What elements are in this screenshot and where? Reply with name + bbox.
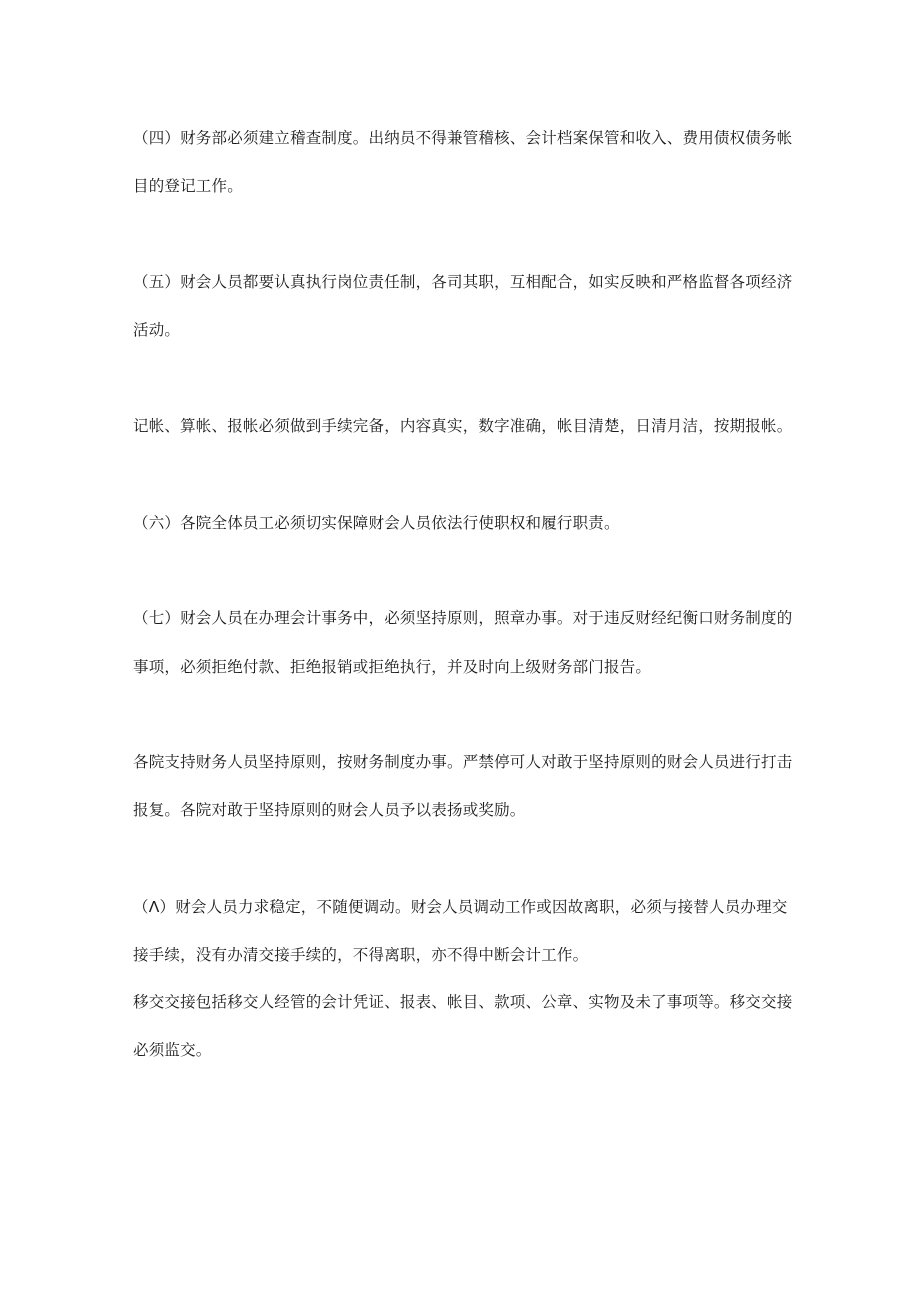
paragraph-5b-line-1: 记帐、算帐、报帐必须做到手续完备，内容真实，数字准确，帐目清楚，日清月洁，按期报帐。 — [133, 417, 793, 435]
paragraph-7b-line-1: 各院支持财务人员坚持原则，按财务制度办事。严禁停可人对敢于坚持原则的财会人员进行打击 — [133, 753, 793, 771]
paragraph-7b-line-2: 报复。各院对敢于坚持原则的财会人员予以表扬或奖励。 — [133, 801, 526, 819]
paragraph-7-line-1: （七）财会人员在办理会计事务中，必须坚持原则，照章办事。对于违反财经纪衡口财务制度的 — [133, 609, 793, 627]
paragraph-5-line-2: 活动。 — [133, 321, 181, 339]
paragraph-8b-line-1: 移交交接包括移交人经管的会计凭证、报表、帐目、款项、公章、实物及未了事项等。移交交接 — [133, 993, 793, 1011]
paragraph-8-line-2: 接手续，没有办清交接手续的，不得离职，亦不得中断会计工作。 — [133, 946, 589, 964]
paragraph-4-line-1: （四）财务部必须建立稽查制度。出纳员不得兼管稽核、会计档案保管和收入、费用债权债务帐 — [133, 129, 793, 147]
paragraph-8b-line-2: 必须监交。 — [133, 1041, 212, 1059]
paragraph-6-line-1: （六）各院全体员工必须切实保障财会人员依法行使职权和履行职责。 — [133, 514, 620, 532]
paragraph-5-line-1: （五）财会人员都要认真执行岗位责任制，各司其职，互相配合，如实反映和严格监督各项经济 — [133, 273, 793, 291]
paragraph-8-line-1: （Λ）财会人员力求稳定，不随便调动。财会人员调动工作或因故离职，必须与接替人员办理交 — [133, 898, 788, 916]
paragraph-4-line-2: 目的登记工作。 — [133, 177, 243, 195]
paragraph-7-line-2: 事项，必须拒绝付款、拒绝报销或拒绝执行，并及时向上级财务部门报告。 — [133, 658, 652, 676]
